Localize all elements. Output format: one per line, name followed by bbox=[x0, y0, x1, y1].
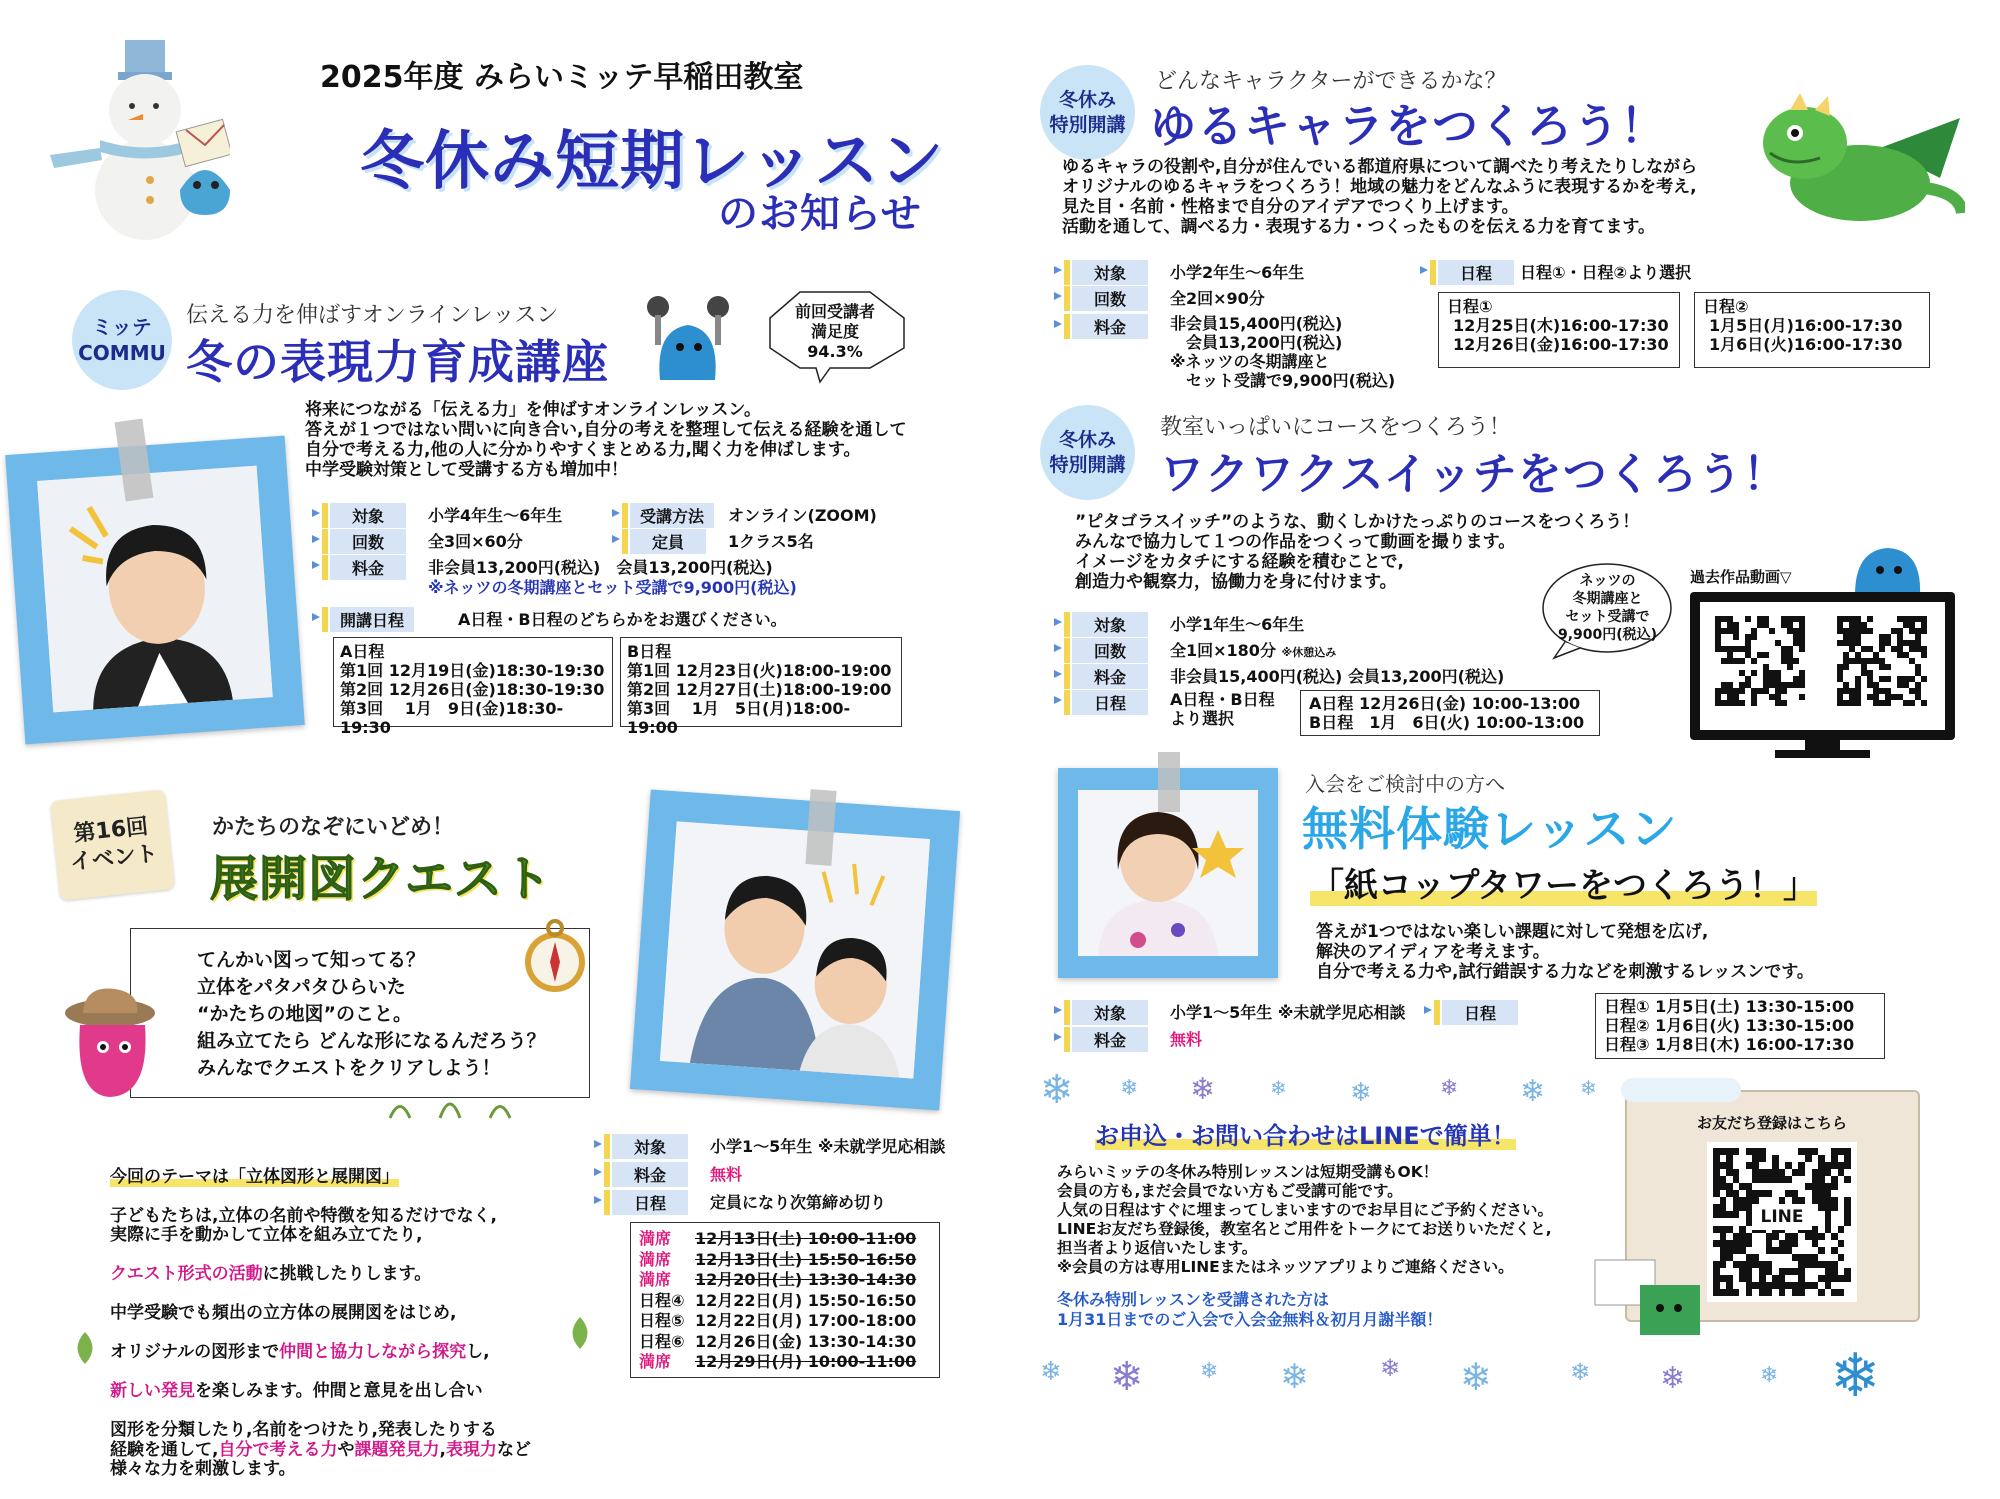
switch-description: ”ピタゴラスイッチ”のような、動くしかけたっぷりのコースをつくろう！ みんなで協力して１つの作品をつくって動画を撮ります。 イメージをカタチにする経験を積むことで, 創造力や観察力，協働力を身に付けます。 bbox=[1075, 512, 1640, 592]
video-qr-code-1[interactable] bbox=[1715, 616, 1805, 706]
yuru-target: 小学2年生～6年生 bbox=[1170, 263, 1305, 282]
quest-p8c: 課題発見力 bbox=[354, 1439, 440, 1460]
quest-slot-row bbox=[639, 1270, 931, 1291]
quest-p8e: 表現力 bbox=[445, 1439, 497, 1460]
quest-description bbox=[110, 1148, 590, 1499]
explorer-mascot bbox=[65, 985, 165, 1105]
svg-text:❄: ❄ bbox=[1660, 1361, 1686, 1396]
bubble-line3: 94.3% bbox=[807, 342, 863, 361]
switch-target-label: 対象 bbox=[1072, 612, 1148, 637]
yuru-count: 全2回×90分 bbox=[1170, 289, 1265, 308]
svg-text:❄: ❄ bbox=[1570, 1358, 1591, 1386]
quest-lead: かたちのなぞにいどめ！ bbox=[212, 815, 455, 840]
commu-title: 冬の表現力育成講座 bbox=[186, 335, 609, 389]
commu-target: 小学4年生～6年生 bbox=[428, 506, 563, 525]
tape-strip bbox=[805, 789, 836, 866]
girl-photo bbox=[1078, 790, 1258, 956]
yuru-s1-rows: 12月25日(木)16:00-17:30 12月26日(金)16:00-17:30 bbox=[1453, 316, 1669, 354]
line-description: みらいミッテの冬休み特別レッスンは短期受講もOK！ 会員の方も,まだ会員でない方もご受講可能です。 人気の日程はすぐに埋まってしまいますのでお早目にご予約ください。 LINEお友だち登録後，教室名とご用件をトークにてお送りいただくと, 担当者より返信いたします。 ※会員の方は専用LINEまたはネッツアプリよりご連絡ください。 bbox=[1057, 1163, 1554, 1276]
yuru-s1-title: 日程① bbox=[1447, 297, 1493, 316]
quest-p4: 中学受験でも頻出の立方体の展開図をはじめ, bbox=[110, 1303, 457, 1323]
compass-icon bbox=[520, 918, 590, 998]
slot-time: 12月13日(土) 10:00-11:00 bbox=[695, 1229, 917, 1248]
switch-count bbox=[1170, 638, 1336, 661]
trial-slot-rows: 日程① 1月5日(土) 13:30-15:00 日程② 1月6日(火) 13:30-15:00 日程③ 1月8日(木) 16:00-17:30 bbox=[1604, 997, 1855, 1054]
line-title-text: お申込・お問い合わせはLINEで簡単！ bbox=[1095, 1122, 1516, 1150]
slot-time: 12月13日(土) 15:50-16:50 bbox=[695, 1249, 917, 1269]
quest-slot-row bbox=[639, 1311, 931, 1332]
commu-photo-frame bbox=[5, 436, 305, 745]
school-name: 2025年度 みらいミッテ早稲田教室 bbox=[320, 60, 804, 95]
quest-fee: 無料 bbox=[710, 1165, 743, 1184]
yuru-badge-line1: 冬休み bbox=[1058, 88, 1116, 111]
slot-time: 12月20日(土) 13:30-14:30 bbox=[695, 1270, 917, 1289]
quest-p3a: クエスト形式の活動 bbox=[110, 1264, 263, 1284]
yuru-count-label: 回数 bbox=[1072, 286, 1148, 311]
switch-title: ワクワクスイッチをつくろう！ bbox=[1160, 449, 1788, 500]
tape-strip bbox=[1158, 752, 1180, 812]
yuru-description: ゆるキャラの役割や,自分が住んでいる都道府県について調べたり考えたりしながら オリジナルのゆるキャラをつくろう！地域の魅力をどんなふうに表現するかを考え, 見た目・名前・性格まで自分のアイデアでつくり上げます。 活動を通して、調べる力・表現する力・つくったものを伝える力を育てます。 bbox=[1062, 157, 1698, 237]
yuru-schedule-label: 日程 bbox=[1438, 260, 1514, 285]
quest-slots bbox=[630, 1222, 940, 1378]
svg-text:❄: ❄ bbox=[1760, 1363, 1779, 1388]
slot-time: 12月22日(月) 17:00-18:00 bbox=[695, 1311, 917, 1330]
quest-p8d: , bbox=[439, 1439, 446, 1460]
yuru-target-label: 対象 bbox=[1072, 260, 1148, 285]
plant-decoration bbox=[380, 1090, 530, 1120]
commu-schedule-label: 開講日程 bbox=[330, 607, 414, 632]
quest-slot-list bbox=[639, 1229, 931, 1373]
svg-text:❄: ❄ bbox=[1380, 1354, 1401, 1382]
commu-badge bbox=[72, 290, 172, 390]
commu-badge-line2: COMMU bbox=[78, 341, 166, 365]
quest-schedule: 定員になり次第締め切り bbox=[710, 1193, 887, 1212]
schedule-a-rows: 第1回 12月19日(金)18:30-19:30 第2回 12月26日(金)18:30-19:30 第3回 1月 9日(金)18:30-19:30 bbox=[340, 661, 605, 737]
quest-p5a: オリジナルの図形まで bbox=[110, 1342, 280, 1362]
line-qr-code[interactable] bbox=[1707, 1142, 1857, 1302]
trial-title: 無料体験レッスン bbox=[1302, 802, 1678, 856]
yuru-schedule-2 bbox=[1694, 292, 1930, 368]
slot-status: 日程⑤ bbox=[639, 1311, 685, 1330]
switch-lead: 教室いっぱいにコースをつくろう！ bbox=[1160, 415, 1511, 440]
switch-badge-line2: 特別開講 bbox=[1049, 453, 1126, 476]
qr-board-label: お友だち登録はこちら bbox=[1697, 1114, 1848, 1132]
leaf-icon bbox=[565, 1315, 595, 1351]
page-subtitle: のお知らせ bbox=[718, 191, 922, 237]
svg-text:❄: ❄ bbox=[1040, 1357, 1062, 1387]
switch-count-label: 回数 bbox=[1072, 638, 1148, 663]
trial-lead: 入会をご検討中の方へ bbox=[1305, 772, 1505, 796]
slot-time: 12月26日(金) 13:30-14:30 bbox=[695, 1331, 917, 1351]
quest-target: 小学1～5年生 ※未就学児応相談 bbox=[710, 1137, 946, 1156]
quest-fee-label: 料金 bbox=[612, 1162, 688, 1187]
video-label: 過去作品動画▽ bbox=[1690, 568, 1792, 586]
trial-target-label: 対象 bbox=[1072, 1000, 1148, 1025]
quest-p3b: に挑戦したりします。 bbox=[262, 1264, 432, 1284]
yuru-badge-line2: 特別開講 bbox=[1049, 113, 1126, 136]
quest-title: 展開図クエスト bbox=[210, 851, 553, 907]
yuru-badge bbox=[1040, 65, 1135, 160]
switch-bubble-text: ネッツの 冬期講座と セット受講で 9,900円(税込) bbox=[1557, 573, 1658, 643]
schedule-a-title: A日程 bbox=[340, 642, 385, 661]
commu-count: 全3回×60分 bbox=[428, 532, 523, 551]
slot-status: 日程④ bbox=[639, 1290, 685, 1310]
line-campaign: 冬休み特別レッスンを受講された方は 1月31日までのご入会で入会金無料＆初月月謝半額！ bbox=[1057, 1290, 1443, 1329]
boy-photo bbox=[37, 466, 273, 713]
mascot-microphone bbox=[640, 295, 735, 385]
quest-speech: てんかい図って知ってる？ 立体をパタパタひらいた “かたちの地図”のこと。 組み立てたら どんな形になるんだろう？ みんなでクエストをクリアしよう！ bbox=[197, 949, 546, 1079]
svg-text:❄: ❄ bbox=[1270, 1076, 1287, 1100]
commu-count-label: 回数 bbox=[330, 529, 406, 554]
svg-text:❄: ❄ bbox=[1580, 1076, 1597, 1100]
quest-target-label: 対象 bbox=[612, 1134, 688, 1159]
children-photo bbox=[660, 821, 930, 1078]
quest-slot-row bbox=[639, 1250, 931, 1271]
yuru-title: ゆるキャラをつくろう！ bbox=[1150, 99, 1667, 153]
trial-schedule-label: 日程 bbox=[1442, 1000, 1518, 1025]
quest-schedule-label: 日程 bbox=[612, 1190, 688, 1215]
quest-badge bbox=[50, 789, 175, 900]
slot-status: 日程⑥ bbox=[639, 1331, 685, 1351]
snowflake-decoration bbox=[1040, 1065, 1620, 1115]
page-title: 冬休み短期レッスン bbox=[360, 125, 945, 199]
switch-schedule-label: 日程 bbox=[1072, 690, 1148, 715]
satisfaction-bubble bbox=[760, 288, 910, 384]
svg-text:❄: ❄ bbox=[1110, 1354, 1144, 1400]
quest-badge-line1: 第16回 bbox=[72, 814, 150, 847]
commu-description: 将来につながる「伝える力」を伸ばすオンラインレッスン。 答えが１つではない問いに向き合い,自分の考えを整理して伝える経験を通して 自分で考える力,他の人に分かりやすくまとめる力,聞く力を伸ばします。 中学受験対策として受講する方も増加中！ bbox=[305, 400, 907, 480]
slot-status: 満席 bbox=[639, 1270, 672, 1289]
commu-badge-line1: ミッテ bbox=[92, 315, 152, 339]
svg-text:❄: ❄ bbox=[1520, 1074, 1546, 1109]
quest-slot-row bbox=[639, 1291, 931, 1312]
commu-method-label: 受講方法 bbox=[630, 503, 714, 528]
schedule-b-title: B日程 bbox=[627, 642, 672, 661]
slot-time: 12月29日(月) 10:00-11:00 bbox=[695, 1352, 917, 1371]
quest-p8a: 自分で考える力 bbox=[218, 1439, 338, 1460]
video-monitor bbox=[1690, 592, 1955, 760]
trial-description: 答えが1つではない楽しい課題に対して発想を広げ, 解決のアイディアを考えます。 自分で考える力や,試行錯誤する力などを刺激するレッスンです。 bbox=[1316, 922, 1814, 982]
yuru-s2-rows: 1月5日(月)16:00-17:30 1月6日(火)16:00-17:30 bbox=[1709, 316, 1903, 354]
schedule-b-rows: 第1回 12月23日(火)18:00-19:00 第2回 12月27日(土)18:00-19:00 第3回 1月 5日(月)18:00-19:00 bbox=[627, 661, 892, 737]
commu-cap-label: 定員 bbox=[630, 529, 706, 554]
switch-fee-label: 料金 bbox=[1072, 664, 1148, 689]
slot-time: 12月22日(月) 15:50-16:50 bbox=[695, 1290, 917, 1310]
slot-status: 満席 bbox=[639, 1249, 672, 1269]
mascot-peek bbox=[1850, 540, 1925, 595]
trial-sub bbox=[1310, 858, 1817, 907]
snowflake-decoration bbox=[1040, 1330, 1960, 1400]
svg-text:❄: ❄ bbox=[1830, 1341, 1881, 1400]
slot-status: 満席 bbox=[639, 1229, 672, 1248]
quest-photo-frame bbox=[630, 790, 960, 1111]
commu-schedule-a bbox=[333, 637, 613, 737]
svg-text:❄: ❄ bbox=[1120, 1076, 1139, 1101]
trial-target: 小学1～5年生 ※未就学児応相談 bbox=[1170, 1003, 1406, 1022]
yuru-lead: どんなキャラクターができるかな？ bbox=[1155, 69, 1507, 94]
svg-text:❄: ❄ bbox=[1280, 1357, 1309, 1397]
switch-slots bbox=[1300, 690, 1600, 736]
quest-p1: 今回のテーマは「立体図形と展開図」 bbox=[110, 1166, 399, 1187]
svg-text:❄: ❄ bbox=[1190, 1072, 1216, 1107]
switch-fee: 非会員15,400円(税込) 会員13,200円(税込) bbox=[1170, 667, 1505, 686]
quest-slot-row bbox=[639, 1352, 931, 1373]
dragon-illustration bbox=[1750, 88, 1965, 238]
switch-badge-line1: 冬休み bbox=[1058, 428, 1116, 451]
yuru-fee: 非会員15,400円(税込) 会員13,200円(税込) ※ネッツの冬期講座と セット受講で9,900円(税込) bbox=[1170, 314, 1396, 390]
commu-fee-note: ※ネッツの冬期講座とセット受講で9,900円(税込) bbox=[428, 578, 797, 597]
video-qr-code-2[interactable] bbox=[1837, 616, 1927, 706]
quest-slot-row bbox=[639, 1332, 931, 1353]
commu-lead: 伝える力を伸ばすオンラインレッスン bbox=[186, 303, 559, 328]
commu-schedule-b bbox=[620, 637, 902, 737]
quest-badge-line2: イベント bbox=[68, 841, 159, 876]
bubble-line1: 前回受講者 bbox=[794, 302, 875, 321]
snowman-illustration bbox=[40, 40, 230, 240]
commu-fee-label: 料金 bbox=[330, 555, 406, 580]
quest-p5c: し, bbox=[466, 1342, 490, 1362]
quest-p8f: など 様々な力を刺激します。 bbox=[110, 1439, 531, 1479]
switch-count-value: 全1回×180分 bbox=[1170, 641, 1276, 660]
line-title bbox=[1095, 1116, 1516, 1151]
svg-text:❄: ❄ bbox=[1040, 1067, 1074, 1113]
switch-badge bbox=[1040, 405, 1135, 500]
svg-text:❄: ❄ bbox=[1460, 1355, 1492, 1399]
switch-target: 小学1年生～6年生 bbox=[1170, 615, 1305, 634]
switch-count-note: ※休憩込み bbox=[1281, 646, 1337, 659]
yuru-schedule: 日程①・日程②より選択 bbox=[1520, 263, 1692, 282]
quest-p6b: を楽しみます。仲間と意見を出し合い bbox=[195, 1381, 483, 1401]
trial-fee-label: 料金 bbox=[1072, 1027, 1148, 1052]
commu-cap: 1クラス5名 bbox=[728, 532, 814, 551]
trial-slots bbox=[1595, 993, 1885, 1059]
switch-slot-rows: A日程 12月26日(金) 10:00-13:00 B日程 1月 6日(火) 10:00-13:00 bbox=[1309, 694, 1585, 732]
quest-p8b: や bbox=[337, 1439, 355, 1460]
yuru-s2-title: 日程② bbox=[1703, 297, 1749, 316]
quest-p2: 子どもたちは,立体の名前や特徴を知るだけでなく, 実際に手を動かして立体を組み立てたり, bbox=[110, 1205, 497, 1245]
switch-schedule: A日程・B日程 より選択 bbox=[1170, 690, 1275, 728]
quest-p7: 図形を分類したり,名前をつけたり,発表したりする 経験を通して, bbox=[110, 1420, 497, 1460]
quest-slot-row bbox=[639, 1229, 931, 1250]
commu-method: オンライン(ZOOM) bbox=[728, 506, 877, 525]
svg-text:❄: ❄ bbox=[1350, 1078, 1372, 1108]
yuru-schedule-1 bbox=[1438, 292, 1680, 368]
commu-fee: 非会員13,200円(税込) 会員13,200円(税込) bbox=[428, 558, 773, 577]
yuru-fee-label: 料金 bbox=[1072, 314, 1148, 339]
commu-target-label: 対象 bbox=[330, 503, 406, 528]
quest-p6a: 新しい発見 bbox=[110, 1381, 195, 1401]
trial-fee: 無料 bbox=[1170, 1030, 1203, 1049]
leaf-icon bbox=[70, 1330, 100, 1366]
svg-text:❄: ❄ bbox=[1200, 1359, 1219, 1384]
bubble-line2: 満足度 bbox=[810, 322, 859, 341]
line-qr-label: LINE bbox=[1752, 1204, 1812, 1230]
trial-sub-text: 「紙コップタワーをつくろう！」 bbox=[1310, 866, 1817, 906]
quest-p5b: 仲間と協力しながら探究 bbox=[279, 1342, 467, 1362]
commu-schedule-note: A日程・B日程のどちらかをお選びください。 bbox=[458, 610, 787, 629]
switch-price-bubble bbox=[1540, 560, 1675, 660]
svg-text:❄: ❄ bbox=[1440, 1076, 1459, 1101]
slot-status: 満席 bbox=[639, 1352, 672, 1371]
